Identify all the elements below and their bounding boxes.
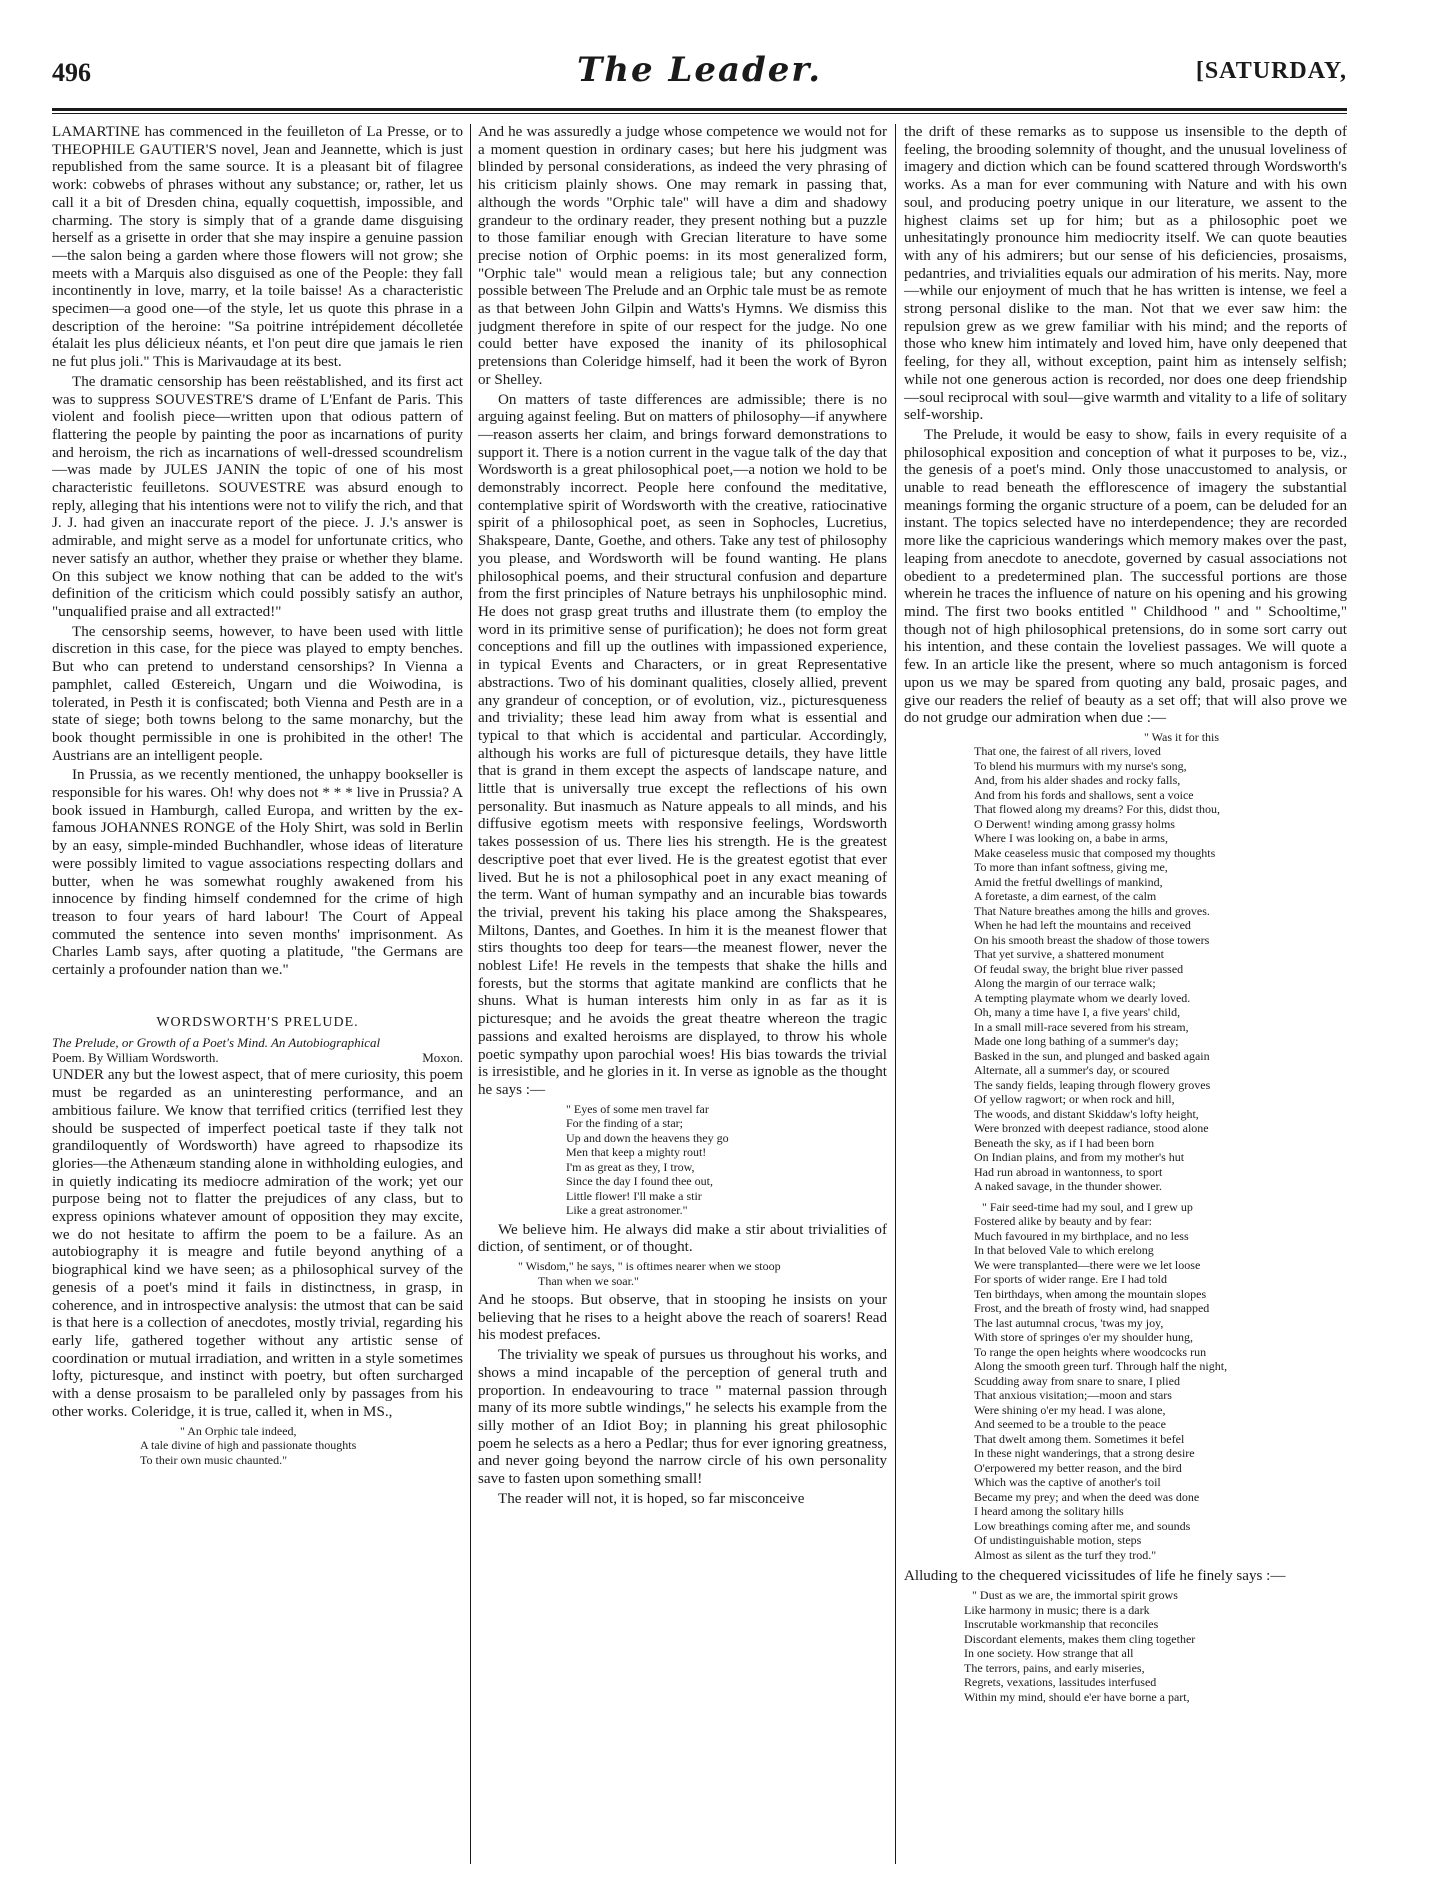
review-paragraph: And he was assuredly a judge whose competence we would not for a moment question in ordinary cases; but here his judgment was blinded by personal considerations, as indeed the very phrasing of his criticism plainly shows. One may remark in passing that, although the words "Orphic tale" will have a dim and shadowy grandeur to the ordinary reader, they present nothing but a puzzle to those familiar enough with Grecian literature to have some precise notion of Orphic poems: in its most generalized form, "Orphic tale" would mean a religious tale; but any connection possible between The Prelude and an Orphic tale must be as remote as that between John Gilpin and Watts's Hymns. We dismiss this judgment therefore in spite of our respect for the judge. No one could better have exposed the inanity of its philosophical pretensions than Coleridge himself, had it been the work of Byron or Shelley. <box>478 124 887 388</box>
masthead-title: The Leader. <box>576 50 823 90</box>
column-divider-2 <box>895 124 896 1864</box>
verse-line: That flowed along my dreams? For this, didst thou, <box>974 802 1220 817</box>
verse-line: When he had left the mountains and received <box>974 918 1191 933</box>
verse-line: Fostered alike by beauty and by fear: <box>974 1214 1152 1229</box>
verse-line: We were transplanted—there were we let loose <box>974 1257 1201 1272</box>
review-subtitle: The Prelude, or Growth of a Poet's Mind. An Autobiographical <box>52 1035 381 1051</box>
verse-line: Low breathings coming after me, and sounds <box>974 1518 1191 1533</box>
verse-line: Scudding away from snare to snare, I plied <box>974 1373 1180 1388</box>
verse-was-it-for-this <box>974 730 1347 1194</box>
verse-line: Oh, many a time have I, a five years' child, <box>974 1005 1181 1020</box>
verse-line: " Was it for this <box>1144 729 1220 744</box>
verse-line: That anxious visitation;—moon and stars <box>974 1388 1172 1403</box>
verse-line: To blend his murmurs with my nurse's song, <box>974 758 1187 773</box>
verse-line: To range the open heights where woodcocks run <box>974 1344 1207 1359</box>
verse-line: And, from his alder shades and rocky falls, <box>974 773 1181 788</box>
verse-line: The sandy fields, leaping through flowery groves <box>974 1077 1211 1092</box>
verse-line: " An Orphic tale indeed, <box>180 1423 297 1438</box>
verse-line: Discordant elements, makes them cling together <box>964 1631 1196 1646</box>
verse-line: Much favoured in my birthplace, and no less <box>974 1228 1189 1243</box>
verse-line: And seemed to be a trouble to the peace <box>974 1417 1166 1432</box>
review-paragraph: The triviality we speak of pursues us throughout his works, and shows a mind incapable of the perception of general truth and proportion. In endeavouring to trace " maternal passion through many of its more subtle windings," he selects his example from the silly mother of an Idiot Boy; in planning his great philosophic poem he selects as a hero a Pedlar; thus for ever ignoring greatness, and never going beyond the narrow circle of his own personality save to fasten upon something small! <box>478 1347 887 1488</box>
verse-line: Made one long bathing of a summer's day; <box>974 1034 1179 1049</box>
review-paragraph: On matters of taste differences are admissible; there is no arguing against feeling. But on matters of philosophy—if anywhere—reason asserts her claim, and brings forward demonstrations to support it. There is a notion current in the vague talk of the day that Wordsworth is a great philosophical poet,—a notion we hold to be demonstrably incorrect. People here confound the meditative, contemplative spirit of Wordsworth with the creative, ratiocinative spirit of a philosophical poet, as seen in Sophocles, Lucretius, Shakspeare, Dante, Goethe, and others. Take any test of philosophy you please, and Wordsworth will be found wanting. He plans philosophical poems, and their structural confusion and departure from the first principles of Nature betrays his unphilosophic mind. He does not grasp great truths and illustrate them (to employ the word in its primitive sense of purification); he does not form great conceptions and fill up the outlines with impassioned experience, in typical Events and Characters, or in great Representative abstractions. Two of his dominant qualities, closely allied, prevent any grandeur of conception, or of evolution, viz., picturesqueness and triviality; these lead him away from what is essential and typical to that which is accidental and particular. Accordingly, although his works are full of picturesque details, they have little that is grand in them except the aspects of landscape nature, and little that is universally true except the reflections of his own personality. But inasmuch as Nature appeals to all minds, and his diffusive egotism meets with responsive feelings, Wordsworth takes possession of us. There lies his strength. He is the greatest descriptive poet that ever lived. He is the greatest egotist that ever lived. But he is not a philosophical poet in any exact meaning of the term. Want of human sympathy and an incurable bias towards the trivial, prevent his taking his place among the Shakspeares, Miltons, Dantes, and Goethes. In him it is the meanest flower that stirs thoughts too deep for tears—the meanest flower, never the noblest Life! He revels in the tempests that shake the hills and forests, but the storms that agitate mankind are conflicts that he shuns. What is human interests him only in as far as it is picturesque; and he avoids the great theatre whereon the tragic passions and exalted heroisms are displayed, to throw his whole poetic sympathy upon parochial woes! His bias towards the trivial is irresistible, and he glories in it. In verse as ignoble as the thought he says :— <box>478 391 887 1098</box>
verse-line: The last autumnal crocus, 'twas my joy, <box>974 1315 1164 1330</box>
verse-line: That Nature breathes among the hills and groves. <box>974 903 1210 918</box>
verse-line: The terrors, pains, and early miseries, <box>964 1660 1145 1675</box>
verse-line: Like harmony in music; there is a dark <box>964 1602 1150 1617</box>
verse-line: Inscrutable workmanship that reconciles <box>964 1617 1159 1632</box>
review-byline <box>52 1050 463 1065</box>
verse-wisdom <box>518 1259 887 1288</box>
verse-line: Were bronzed with deepest radiance, stood alone <box>974 1121 1209 1136</box>
verse-line: Regrets, vexations, lassitudes interfused <box>964 1675 1157 1690</box>
verse-line: Became my prey; and when the deed was done <box>974 1489 1200 1504</box>
verse-line: " Eyes of some men travel far <box>566 1101 709 1116</box>
verse-line: That one, the fairest of all rivers, loved <box>974 744 1161 759</box>
review-title: WORDSWORTH'S PRELUDE. <box>156 1014 359 1030</box>
verse-line: Alternate, all a summer's day, or scoured <box>974 1063 1170 1078</box>
verse-eyes <box>566 1102 887 1218</box>
verse-line: To more than infant softness, giving me, <box>974 860 1168 875</box>
review-paragraph: the drift of these remarks as to suppose us insensible to the depth of feeling, the brooding solemnity of thought, and the unusual loveliness of imagery and diction which can be found scattered through Wordsworth's works. As a man for ever communing with Nature and with his own soul, and producing poetry unique in our literature, we assent to the highest claims set up for him; but as a philosophic poet we unhesitatingly pronounce him mediocrity itself. We can quote beauties with any of his admirers; but our sense of his deficiencies, prosaisms, pedantries, and trivialities equals our admiration of his merits. Nay, more—while our enjoyment of much that he has written is intense, we feel a strong personal dislike to the man. Not that we ever saw him: the repulsion grew as we grew familiar with his mind; and the reports of those who knew him intimately and loved him, have only deepened that feeling, for they all, without exception, paint him as intensely selfish; while not one generous action is recorded, nor does one deep friendship—soul reciprocal with soul—give warmth and vitality to a life of solitary self-worship. <box>904 124 1347 424</box>
verse-line: " Wisdom," he says, " is oftimes nearer when we stoop <box>518 1259 781 1274</box>
verse-line: To their own music chaunted." <box>140 1452 288 1467</box>
article-lamartine: LAMARTINE has commenced in the feuilleton of La Presse, or to THEOPHILE GAUTIER'S novel, Jean and Jeannette, which is just republished from the same source. It is a pleasant bit of filagree work: cobwebs of phrases without any substance; or, rather, let us call it a bit of Dresden china, equally coquettish, impossible, and charming. The story is simply that of a grande dame disguising herself as a grisette in order that she may inspire a genuine passion—the salon being a garden where those flowers will not grow; she meets with a Marquis also disguised as one of the People: they fall incontinently in love, marry, et la toile baisse! As a characteristic specimen—a good one—of the style, let us quote this phrase in a description of the heroine: "Sa poitrine intrépidement décolletée étalait les plus délicieux néants, et l'on peut dire que jamais le rien ne fut plus joli." This is Marivaudage at its best. <box>52 124 463 371</box>
verse-line: Basked in the sun, and plunged and basked again <box>974 1048 1210 1063</box>
verse-line: In these night wanderings, that a strong desire <box>974 1446 1195 1461</box>
verse-line: A foretaste, a dim earnest, of the calm <box>974 889 1157 904</box>
verse-line: For the finding of a star; <box>566 1116 683 1131</box>
verse-line: Men that keep a mighty rout! <box>566 1145 707 1160</box>
header-rule-thin <box>52 113 1347 114</box>
verse-line: I heard among the solitary hills <box>974 1504 1124 1519</box>
verse-line: On his smooth breast the shadow of those towers <box>974 932 1210 947</box>
verse-line: Ten birthdays, when among the mountain slopes <box>974 1286 1207 1301</box>
article-vienna: The censorship seems, however, to have been used with little discretion in this case, for the piece was played to empty benches. But who can pretend to understand censorships? In Vienna a pamphlet, called Œstereich, Ungarn und die Woiwodina, is tolerated, in Pesth it is confiscated; both Vienna and Pesth are in a state of siege; both towns belong to the same monarchy, but the book thought permissible in one is prohibited in the other! The Austrians are an intelligent people. <box>52 623 463 764</box>
verse-dust-as-we-are <box>964 1588 1347 1704</box>
review-author: Poem. By William Wordsworth. <box>52 1050 219 1066</box>
verse-line: The woods, and distant Skiddaw's lofty height, <box>974 1106 1199 1121</box>
verse-line: Amid the fretful dwellings of mankind, <box>974 874 1163 889</box>
verse-line: Little flower! I'll make a stir <box>566 1188 702 1203</box>
review-paragraph: And he stoops. But observe, that in stooping he insists on your believing that he rises to a height above the reach of soarers! Read his modest prefaces. <box>478 1292 887 1344</box>
verse-line: A tale divine of high and passionate thoughts <box>140 1438 357 1453</box>
verse-line: In a small mill-race severed from his stream, <box>974 1019 1189 1034</box>
verse-fair-seed-time <box>974 1200 1347 1563</box>
review-paragraph: The Prelude, it would be easy to show, fails in every requisite of a philosophical exposition and conception of what it purposes to be, viz., the genesis of a poet's mind. Only those unaccustomed to analysis, or unable to read beneath the efflorescence of imagery the substantial meanings forming the organic structure of a poem, can be deluded for an instant. The topics selected have no interdependence; they are recorded more like the capricious wanderings which memory makes over the past, leaping from anecdote to anecdote, governed by casual associations not obedient to a predetermined plan. The successful portions are those wherein he traces the influence of nature on his opening and his growing mind. The first two books entitled " Childhood " and " Schooltime," though not of high philosophical pretensions, do in some sort carry out his intention, and these contain the loveliest passages. We will quote a few. In an article like the present, where so much antagonism is forced upon us we may be spared from quoting any bald, prosaic pages, and give our readers the relief of beauty as a set off; that will also prove we do not grudge our admiration when due :— <box>904 426 1347 727</box>
article-prussia: In Prussia, as we recently mentioned, the unhappy bookseller is responsible for his wares. Oh! why does not * * * live in Prussia? A book issued in Hamburgh, called Europa, and written by the ex-famous JOHANNES RONGE of the Holy Shirt, was sold in Berlin by an easy, simple-minded Buchhandler, whose ideas of literature were possibly limited to vague associations respecting dollars and butter, when he was somewhat roughly awakened from his innocence by finding himself condemned for the crime of high treason to four years of hard labour! The Court of Appeal commuted the sentence into seven months' imprisonment. As Charles Lamb says, after quoting a platitude, "the Germans are certainly a profounder nation than we." <box>52 767 463 979</box>
verse-line: Within my mind, should e'er have borne a part, <box>964 1689 1190 1704</box>
verse-line: Since the day I found thee out, <box>566 1174 713 1189</box>
verse-line: Along the smooth green turf. Through half the night, <box>974 1359 1228 1374</box>
verse-line: Like a great astronomer." <box>566 1203 688 1218</box>
verse-line: Of undistinguishable motion, steps <box>974 1533 1142 1548</box>
verse-line: O'erpowered my better reason, and the bird <box>974 1460 1182 1475</box>
article-censorship: The dramatic censorship has been reëstablished, and its first act was to suppress SOUVESTRE'S drame of L'Enfant de Paris. This violent and foolish piece—written upon that odious pattern of flattering the people by painting the poor as incarnations of purity and heroism, the rich as incarnations of well-dressed scoundrelism—was made by JULES JANIN the topic of one of his most characteristic feuilletons. SOUVESTRE was absurd enough to reply, alleging that his intentions were not to vilify the rich, and that J. J. had given an inaccurate report of the piece. J. J.'s answer is admirable, and might serve as a model for unfortunate critics, who never satisfy an author, whether they praise or whether they blame. On this subject we know nothing that can be added to the wit's definition of the criticism which could possibly satisfy an author, "unqualified praise and all extracted!" <box>52 373 463 620</box>
verse-line: Almost as silent as the turf they trod." <box>974 1547 1157 1562</box>
verse-line: Of feudal sway, the bright blue river passed <box>974 961 1184 976</box>
verse-line: Beneath the sky, as if I had been born <box>974 1135 1155 1150</box>
verse-line: Had run abroad in wantonness, to sport <box>974 1164 1163 1179</box>
verse-line: " Dust as we are, the immortal spirit grows <box>972 1588 1178 1603</box>
verse-line: For sports of wider range. Ere I had told <box>974 1272 1167 1287</box>
verse-line: With store of springes o'er my shoulder hung, <box>974 1330 1193 1345</box>
review-paragraph: The reader will not, it is hoped, so far misconceive <box>498 1490 805 1507</box>
verse-line: A tempting playmate whom we dearly loved. <box>974 990 1191 1005</box>
review-paragraph: Alluding to the chequered vicissitudes of life he finely says :— <box>904 1568 1286 1585</box>
page-header <box>52 50 1347 104</box>
verse-line: Were shining o'er my head. I was alone, <box>974 1402 1166 1417</box>
verse-line: Up and down the heavens they go <box>566 1130 729 1145</box>
column-divider-1 <box>470 124 471 1864</box>
review-publisher: Moxon. <box>422 1050 463 1066</box>
verse-line: Frost, and the breath of frosty wind, had snapped <box>974 1301 1210 1316</box>
verse-line: On Indian plains, and from my mother's hut <box>974 1150 1185 1165</box>
verse-line: Than when we soar." <box>538 1273 639 1288</box>
page-number: 496 <box>52 58 91 87</box>
column-3 <box>904 124 1347 1864</box>
verse-orphic <box>140 1424 463 1468</box>
verse-line: Make ceaseless music that composed my thoughts <box>974 845 1216 860</box>
verse-line: That yet survive, a shattered monument <box>974 947 1164 962</box>
issue-day: [SATURDAY, <box>1195 58 1347 84</box>
review-paragraph: We believe him. He always did make a stir about trivialities of diction, of sentiment, or of thought. <box>478 1221 887 1256</box>
verse-line: Where I was looking on, a babe in arms, <box>974 831 1168 846</box>
verse-line: And from his fords and shallows, sent a voice <box>974 787 1194 802</box>
verse-line: Along the margin of our terrace walk; <box>974 976 1156 991</box>
column-1 <box>52 124 463 1864</box>
verse-line: I'm as great as they, I trow, <box>566 1159 695 1174</box>
verse-line: In one society. How strange that all <box>964 1646 1134 1661</box>
verse-line: That dwelt among them. Sometimes it befel <box>974 1431 1185 1446</box>
column-2 <box>478 124 887 1864</box>
verse-line: O Derwent! winding among grassy holms <box>974 816 1175 831</box>
verse-line: Which was the captive of another's toil <box>974 1475 1161 1490</box>
verse-line: " Fair seed-time had my soul, and I grew up <box>982 1199 1193 1214</box>
header-rule <box>52 108 1347 111</box>
verse-line: A naked savage, in the thunder shower. <box>974 1179 1162 1194</box>
verse-line: Of yellow ragwort; or when rock and hill, <box>974 1092 1175 1107</box>
review-paragraph: UNDER any but the lowest aspect, that of mere curiosity, this poem must be regarded as an uninteresting performance, and an ambitious failure. We know that terrified critics (terrified lest they should be suspected of imperfect poetical taste if they talk not grandiloquently of Wordsworth) have agreed to rhapsodize its glories—the Athenæum standing alone in withholding eulogies, and in quietly indicating its mediocre admiration of the work; yet our purpose being not to flatter the prejudices of any class, but to express opinions whatever amount of opposition they may excite, we do not hesitate to affirm the poem to be a failure. As an autobiography it is meagre and futile beyond anything of a biographical kind we have seen; as a philosophical survey of the genesis of a poet's mind it fails in distinctness, in grasp, in coherence, and in introspective analysis: the utmost that can be said is that here is a collection of anecdotes, mostly trivial, regarding his early life, gathered together without any artistic sense of coordination or mutual irradiation, and written in a style sometimes lofty, picturesque, and instinct with poetry, but often surcharged with a dense prosaism to be paralleled only by passages from his other works. Coleridge, it is true, called it, when in MS., <box>52 1067 463 1420</box>
verse-line: In that beloved Vale to which erelong <box>974 1243 1154 1258</box>
